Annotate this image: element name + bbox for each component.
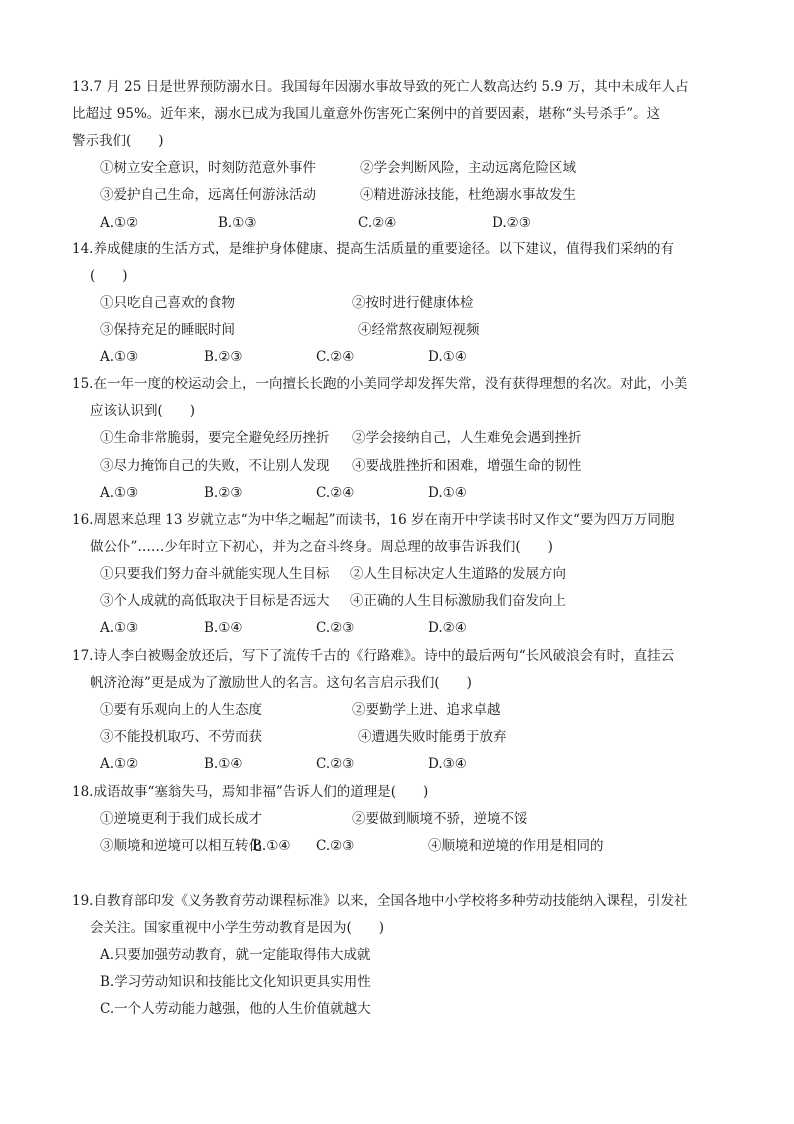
question-stem: 14.养成健康的生活方式，是维护身体健康、提高生活质量的重要途径。以下建议，值得我们采纳的有 [72,241,674,257]
answer-choice: B.②③ [204,349,243,365]
answer-choice: B.①③ [218,215,257,231]
statement-option: ④正确的人生目标激励我们奋发向上 [350,593,566,609]
question-stem: 18.成语故事“塞翁失马，焉知非福”告诉人们的道理是( ) [72,784,429,800]
statement-option: ④遭遇失败时能勇于放弃 [358,729,507,745]
statement-option: ②学会接纳自己，人生难免会遇到挫折 [352,430,582,446]
statement-option: ③爱护自己生命，远离任何游泳活动 [100,187,316,203]
statement-option: ②要勤学上进、追求卓越 [352,702,501,718]
answer-choice: C.②③ [316,620,355,636]
statement-option: ③保持充足的睡眠时间 [100,322,235,338]
statement-option: ②人生目标决定人生道路的发展方向 [350,566,566,582]
answer-choice: A.①③ [100,349,139,365]
answer-choice: D.②④ [428,620,467,636]
answer-choice: C.一个人劳动能力越强，他的人生价值就越大 [100,1001,371,1017]
statement-option: ①只要我们努力奋斗就能实现人生目标 [100,566,330,582]
statement-option: ②按时进行健康体检 [352,295,474,311]
question-stem: 会关注。国家重视中小学生劳动教育是因为( ) [90,920,385,936]
question-stem: 17.诗人李白被赐金放还后，写下了流传千古的《行路难》。诗中的最后两句“长风破浪会有时，直挂云 [72,648,675,664]
answer-choice: C.②③ [316,756,355,772]
question-stem: 比超过 95%。近年来，溺水已成为我国儿童意外伤害死亡案例中的首要因素，堪称“头号杀手”。这 [72,106,661,122]
answer-choice: B.①④ [252,838,291,854]
answer-choice: A.①③ [100,485,139,501]
answer-choice: C.②④ [316,349,355,365]
statement-option: ②学会判断风险，主动远离危险区域 [360,160,576,176]
statement-option: ①只吃自己喜欢的食物 [100,295,235,311]
answer-choice: C.②④ [358,215,397,231]
statement-option: ④精进游泳技能，杜绝溺水事故发生 [360,187,576,203]
question-stem: ( ) [90,268,128,284]
statement-option: ①要有乐观向上的人生态度 [100,702,262,718]
answer-choice: A.①③ [100,620,139,636]
answer-choice: C.②③ [316,838,355,854]
answer-choice: D.③④ [428,756,467,772]
question-stem: 警示我们( ) [72,133,164,149]
answer-choice: C.②④ [316,485,355,501]
statement-option: ①逆境更利于我们成长成才 [100,811,262,827]
statement-option: ④经常熬夜刷短视频 [358,322,480,338]
question-stem: 15.在一年一度的校运动会上，一向擅长长跑的小美同学却发挥失常，没有获得理想的名次。对此，小美 [72,376,688,392]
statement-option: ①生命非常脆弱，要完全避免经历挫折 [100,430,330,446]
question-stem: 做公仆”……少年时立下初心，并为之奋斗终身。周总理的故事告诉我们( ) [90,539,553,555]
answer-choice: B.①④ [204,620,243,636]
answer-choice: A.①② [100,215,139,231]
question-stem: 13.7 月 25 日是世界预防溺水日。我国每年因溺水事故导致的死亡人数高达约 5.9 万，其中未成年人占 [72,79,689,95]
statement-option: ④顺境和逆境的作用是相同的 [428,838,604,854]
answer-choice: A.只要加强劳动教育，就一定能取得伟大成就 [100,947,371,963]
question-stem: 应该认识到( ) [90,403,196,419]
question-stem: 19.自教育部印发《义务教育劳动课程标准》以来，全国各地中小学校将多种劳动技能纳入课程，引发社 [72,893,688,909]
answer-choice: D.①④ [428,485,467,501]
question-stem: 帆济沧海”更是成为了激励世人的名言。这句名言启示我们( ) [90,675,472,691]
statement-option: ④要战胜挫折和困难，增强生命的韧性 [352,458,582,474]
answer-choice: D.②③ [492,215,531,231]
answer-choice: B.①④ [204,756,243,772]
statement-option: ③尽力掩饰自己的失败，不让别人发现 [100,458,330,474]
statement-option: ②要做到顺境不骄，逆境不馁 [352,811,528,827]
answer-choice: B.②③ [204,485,243,501]
statement-option: ③顺境和逆境可以相互转化 [100,838,262,854]
statement-option: ③个人成就的高低取决于目标是否远大 [100,593,330,609]
question-stem: 16.周恩来总理 13 岁就立志“为中华之崛起”而读书，16 岁在南开中学读书时又作文“要为四万万同胞 [72,512,675,528]
statement-option: ①树立安全意识，时刻防范意外事件 [100,160,316,176]
answer-choice: A.①② [100,756,139,772]
statement-option: ③不能投机取巧、不劳而获 [100,729,262,745]
answer-choice: D.①④ [428,349,467,365]
answer-choice: B.学习劳动知识和技能比文化知识更具实用性 [100,974,371,990]
